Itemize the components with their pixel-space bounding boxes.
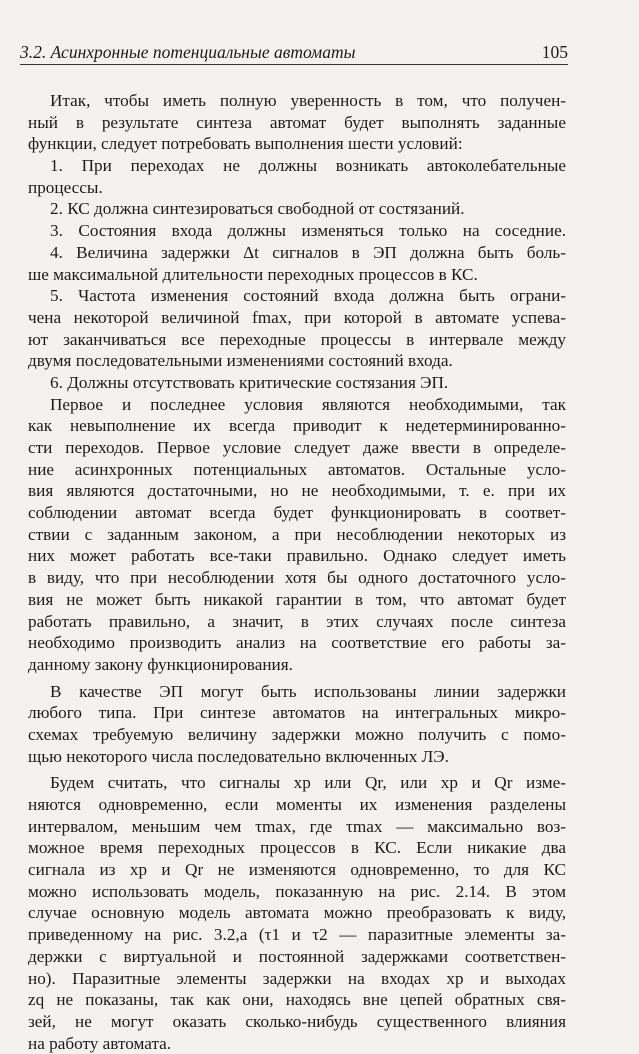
text-line: но). Паразитные элементы задержки на входах xp и выходах <box>28 968 566 988</box>
text-line: Первое и последнее условия являются необходимыми, так <box>50 394 566 414</box>
text-line: сигнала из xp и Qr не изменяются одновременно, то для КС <box>28 860 566 880</box>
text-line: 1. При переходах не должны возникать автоколебательные <box>50 156 566 176</box>
text-line: двумя последовательными изменениями состояний входа. <box>28 351 453 371</box>
text-line: ствии с заданным законом, а при несоблюдении некоторых из <box>28 524 566 544</box>
text-line: Будем считать, что сигналы xp или Qr, или xp и Qr изме- <box>50 773 566 793</box>
text-line: любого типа. При синтезе автоматов на интегральных микро- <box>28 703 566 723</box>
text-line: ние асинхронных потенциальных автоматов. Остальные усло- <box>28 459 566 479</box>
body-text <box>28 90 566 1054</box>
text-line: вия не может быть никакой гарантии в том, что автомат будет <box>28 589 566 609</box>
text-line: щью некоторого числа последовательно включенных ЛЭ. <box>28 746 449 766</box>
text-line: чена некоторой величиной fmax, при которой в автомате успева- <box>28 307 566 327</box>
section-title: 3.2. Асинхронные потенциальные автоматы <box>20 42 356 62</box>
page-number: 105 <box>541 42 568 62</box>
text-line: ный в результате синтеза автомат будет выполнять заданные <box>28 112 566 132</box>
text-line: держки с виртуальной и постоянной задержками соответствен- <box>28 946 566 966</box>
text-line: случае основную модель автомата можно преобразовать к виду, <box>28 903 566 923</box>
text-line: 6. Должны отсутствовать критические состязания ЭП. <box>50 372 449 392</box>
text-line: можно использовать модель, показанную на рис. 2.14. В этом <box>28 881 566 901</box>
text-line: как невыполнение их всегда приводит к недетерминированно- <box>28 416 566 436</box>
text-line: Итак, чтобы иметь полную уверенность в том, что получен- <box>50 91 566 110</box>
text-line: данному закону функционирования. <box>28 654 293 674</box>
text-line: В качестве ЭП могут быть использованы линии задержки <box>50 681 566 701</box>
text-line: няются одновременно, если моменты их изменения разделены <box>28 795 566 814</box>
text-line: соблюдении автомат всегда будет функционировать в соответ- <box>28 503 566 523</box>
text-line: в виду, что при несоблюдении хотя бы одного достаточного усло- <box>28 568 566 588</box>
text-line: процессы. <box>28 177 103 197</box>
text-line: зей, не могут оказать сколько-нибудь существенного влияния <box>28 1011 566 1031</box>
page-header <box>20 36 568 65</box>
text-line: приведенному на рис. 3.2,а (τ1 и τ2 — паразитные элементы за- <box>28 925 566 945</box>
text-line: 2. КС должна синтезироваться свободной от состязаний. <box>50 199 465 219</box>
text-line: можное время переходных процессов в КС. Если никакие два <box>28 838 566 858</box>
text-line: ше максимальной длительности переходных процессов в КС. <box>28 264 478 284</box>
text-line: схемах требуемую величину задержки можно получить с помо- <box>28 724 566 744</box>
text-line: интервалом, меньшим чем τmax, где τmax — максимально воз- <box>28 816 566 836</box>
text-line: 5. Частота изменения состояний входа должна быть ограни- <box>50 286 566 306</box>
text-line: функции, следует потребовать выполнения шести условий: <box>28 134 463 154</box>
text-line: на работу автомата. <box>28 1033 172 1053</box>
text-line: 4. Величина задержки Δt сигналов в ЭП должна быть боль- <box>50 242 566 262</box>
text-line: работать правильно, а значит, в этих случаях после синтеза <box>28 611 566 631</box>
text-line: сти переходов. Первое условие следует даже ввести в определе- <box>28 438 566 457</box>
text-line: ют заканчиваться все переходные процессы в интервале между <box>28 329 566 349</box>
text-line: zq не показаны, так как они, находясь вне цепей обратных свя- <box>28 990 566 1010</box>
text-line: вия являются достаточными, но не необходимыми, т. е. при их <box>28 481 566 501</box>
text-line: необходимо производить анализ на соответствие его работы за- <box>28 633 566 653</box>
text-line: них может работать все-таки правильно. Однако следует иметь <box>28 546 566 566</box>
text-line: 3. Состояния входа должны изменяться только на соседние. <box>50 221 566 241</box>
